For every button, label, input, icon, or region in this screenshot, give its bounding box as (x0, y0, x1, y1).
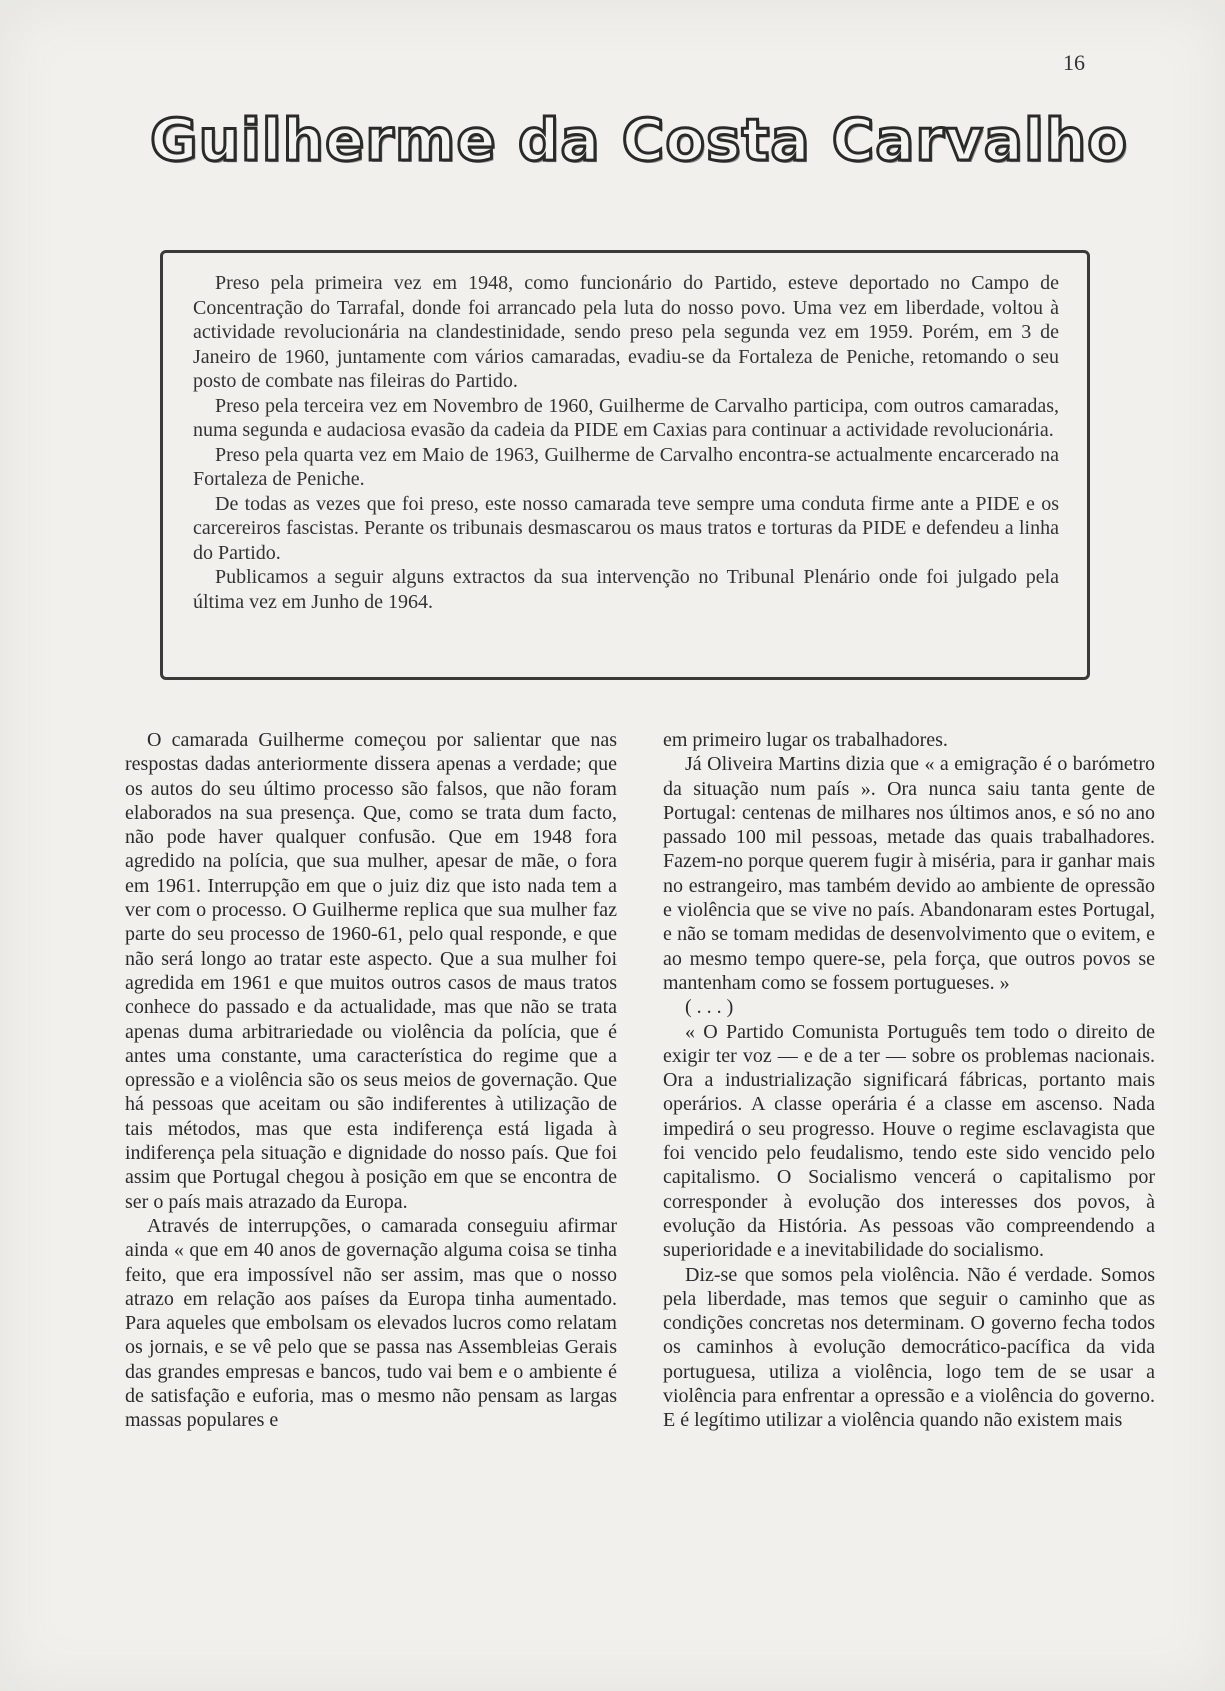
right-column (663, 728, 1155, 1608)
page-number: 16 (1063, 50, 1085, 75)
body-columns (125, 728, 1155, 1608)
body-paragraph: em primeiro lugar os trabalhadores. (663, 729, 948, 751)
intro-box (160, 250, 1090, 680)
left-column (125, 728, 617, 1608)
body-paragraph: Através de interrupções, o camarada conseguiu afirmar ainda « que em 40 anos de governação alguma coisa se tinha feito, que era impossível não ser assim, mas que o nosso atrazo em relação aos países da Europa tinha aumentado. Para aqueles que embolsam os elevados lucros como relatam os jornais, e se vê pelo que se passa nas Assembleias Gerais das grandes empresas e bancos, tudo vai bem e o ambiente é de satisfação e euforia, mas o mesmo não pensam as largas massas populares e (125, 1214, 617, 1432)
article-title: Guilherme da Costa Carvalho (150, 106, 1128, 174)
intro-paragraph: Preso pela quarta vez em Maio de 1963, Guilherme de Carvalho encontra-se actualmente encarcerado na Fortaleza de Peniche. (193, 443, 1059, 490)
intro-paragraph: Preso pela primeira vez em 1948, como funcionário do Partido, esteve deportado no Campo de Concentração do Tarrafal, donde foi arrancado pela luta do nosso povo. Uma vez em liberdade, voltou à actividade revolucionária na clandestinidade, sendo preso pela segunda vez em 1959. Porém, em 3 de Janeiro de 1960, juntamente com vários camaradas, evadiu-se da Fortaleza de Peniche, retomando o seu posto de combate nas fileiras do Partido. (193, 272, 1059, 392)
body-paragraph: ( . . . ) (685, 996, 734, 1019)
body-paragraph: Já Oliveira Martins dizia que « a emigração é o barómetro da situação num país ». Ora nunca saiu tanta gente de Portugal: centenas de milhares nos últimos anos, e só no ano passado 100 mil pessoas, metade das quais trabalhadores. Fazem-no porque querem fugir à miséria, para ir ganhar mais no estrangeiro, mas também devido ao ambiente de opressão e violência que se vive no país. Abandonaram estes Portugal, e não se tomam medidas de desenvolvimento que o evitem, e ao mesmo tempo quere-se, pela força, que outros povos se mantenham como se fossem portugueses. » (663, 753, 1155, 994)
body-paragraph: Diz-se que somos pela violência. Não é verdade. Somos pela liberdade, mas temos que seguir o caminho que as condições concretas nos determinam. O governo fecha todos os caminhos à evolução democrático-pacífica da vida portuguesa, utiliza a violência, logo tem de se usar a violência para enfrentar a opressão e a violência do governo. E é legítimo utilizar a violência quando não existem mais (663, 1263, 1155, 1432)
intro-paragraph: De todas as vezes que foi preso, este nosso camarada teve sempre uma conduta firme ante a PIDE e os carcereiros fascistas. Perante os tribunais desmascarou os maus tratos e torturas da PIDE e defendeu a linha do Partido. (193, 492, 1059, 564)
intro-paragraph: Preso pela terceira vez em Novembro de 1960, Guilherme de Carvalho participa, com outros camaradas, numa segunda e audaciosa evasão da cadeia da PIDE em Caxias para continuar a actividade revolucionária. (193, 394, 1059, 441)
intro-paragraph: Publicamos a seguir alguns extractos da sua intervenção no Tribunal Plenário onde foi julgado pela última vez em Junho de 1964. (193, 566, 1059, 613)
body-paragraph: O camarada Guilherme começou por salientar que nas respostas dadas anteriormente dissera apenas a verdade; que os autos do seu último processo são falsos, que não foram elaborados na sua presença. Que, como se trata dum facto, não pode haver qualquer confusão. Que em 1948 fora agredido na polícia, que sua mulher, apesar de mãe, o fora em 1961. Interrupção em que o juiz diz que isto nada tem a ver com o processo. O Guilherme replica que sua mulher faz parte do seu processo de 1960-61, pelo qual responde, e que não será longo ao tratar este aspecto. Que a sua mulher foi agredida em 1961 e que muitos outros casos de maus tratos conhece do passado e da actualidade, mas que não se trata apenas duma arbitrariedade ou violência da polícia, que é antes uma constante, uma característica do regime que a opressão e a violência são os seus meios de governação. Que há pessoas que aceitam ou são indiferentes à utilização de tais métodos, mas que esta indiferença está ligada à indiferença pela situação e dignidade do nosso país. Que foi assim que Portugal chegou à posição em que se encontra de ser o país mais atrazado da Europa. (125, 729, 617, 1213)
body-paragraph: « O Partido Comunista Português tem todo o direito de exigir ter voz — e de a ter — sobre os problemas nacionais. Ora a industrialização significará fábricas, portanto mais operários. A classe operária é a classe em ascenso. Nada impedirá o seu progresso. Houve o regime esclavagista que foi vencido pelo feudalismo, tendo este sido vencido pelo capitalismo. O Socialismo vencerá o capitalismo por corresponder à evolução dos interesses dos povos, à evolução da História. As pessoas vão compreendendo a superioridade e a inevitabilidade do socialismo. (663, 1020, 1155, 1262)
